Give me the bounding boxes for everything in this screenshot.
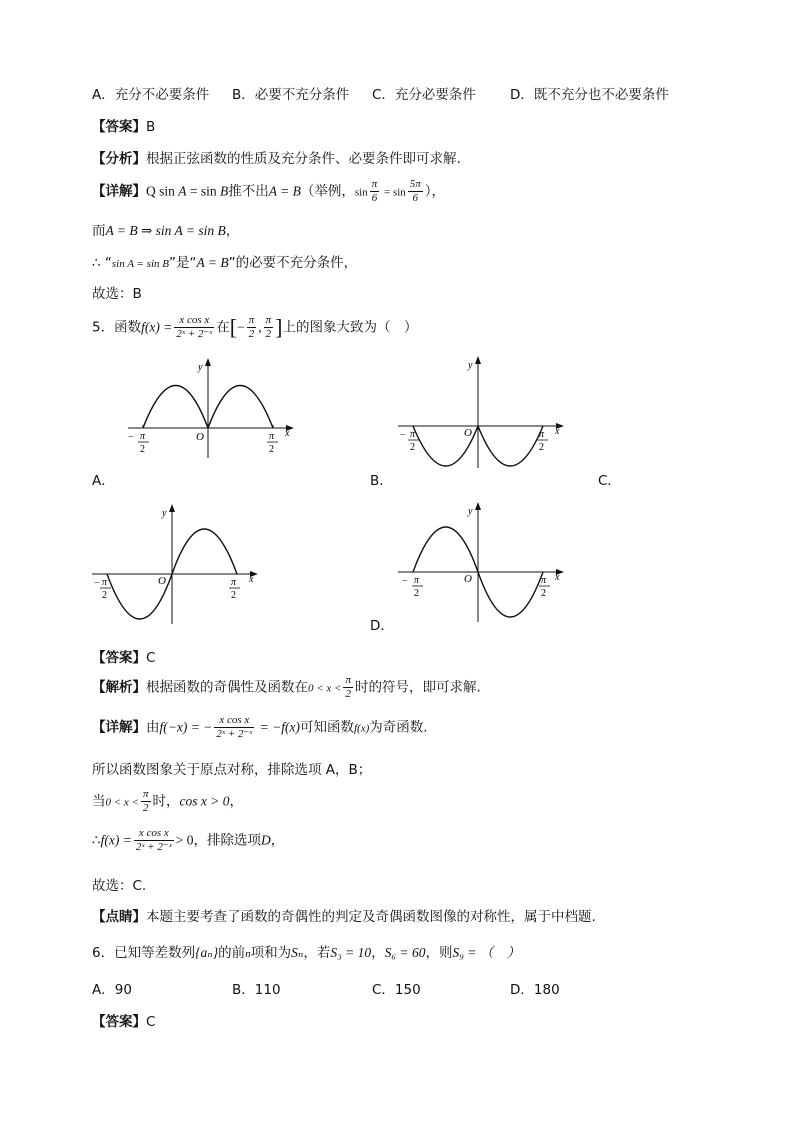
y-axis-arrow-icon (169, 504, 175, 512)
q5-stem (92, 314, 417, 341)
math-var: D (261, 832, 271, 848)
q5-detail-line3 (92, 788, 243, 815)
x-label: x (555, 426, 560, 437)
tick-label: 2 (410, 442, 415, 453)
detail-text: 推不出 (228, 183, 269, 200)
analysis-text: 时的符号，即可求解. (355, 679, 481, 696)
y-axis-arrow-icon (475, 502, 481, 510)
math-var: A (178, 183, 187, 199)
fraction (134, 827, 174, 854)
denominator: 2ˣ + 2⁻ˣ (216, 728, 253, 740)
denominator: 2 (248, 328, 255, 340)
analysis-text: 根据正弦函数的性质及充分条件、必要条件即可求解. (146, 151, 461, 167)
stem-text: 的前 (218, 945, 246, 961)
answer-value: C (146, 1014, 156, 1030)
tick-label: π (102, 577, 108, 588)
math-var: B (220, 183, 229, 199)
graph-d (398, 502, 568, 622)
analysis-tag: 【解析】 (92, 679, 146, 696)
q4-option-a: A．充分不必要条件 (92, 87, 210, 103)
stem-text: 在 (216, 319, 230, 336)
q6-option-c: C．150 (372, 982, 421, 998)
tick-label: π (541, 575, 547, 586)
tick-label: 2 (102, 590, 107, 601)
math-expr: f(x) (354, 722, 370, 735)
q5-detail-line2: 所以函数图象关于原点对称，排除选项 A，B； (92, 762, 372, 778)
denominator: 2 (265, 328, 272, 340)
fraction (343, 674, 353, 701)
detail-text: ， (229, 793, 243, 810)
math-expr: A = B (268, 183, 301, 199)
stem-text: 5．函数 (92, 319, 142, 336)
tick-label: π (539, 429, 545, 440)
math-expr: f(x) = (100, 832, 132, 848)
math-expr: {aₙ} (195, 945, 219, 960)
q5-comment (92, 905, 596, 925)
detail-text: ， (270, 832, 285, 849)
detail-text: （举例， (300, 183, 355, 200)
q4-analysis (92, 147, 461, 167)
stem-text: 上的图象大致为（ ） (282, 319, 418, 336)
minus-label: − (94, 578, 100, 589)
q5-detail-line4 (92, 827, 284, 854)
q4-option-b: B．必要不充分条件 (232, 87, 350, 103)
numerator: π (371, 178, 378, 190)
numerator: x cos x (134, 827, 174, 841)
fraction (247, 314, 257, 341)
graph-a (128, 358, 298, 458)
comment-tag: 【点睛】 (92, 909, 146, 925)
y-label: y (198, 362, 203, 373)
denominator: 2ˣ + 2⁻ˣ (135, 841, 172, 853)
tick-label: π (269, 431, 275, 442)
detail-text: ）， (424, 183, 446, 200)
origin-label: O (196, 431, 204, 443)
y-label: y (468, 360, 473, 371)
q6-option-d: D．180 (510, 982, 560, 998)
detail-text: 由 (146, 719, 160, 736)
math-expr: Sₙ (291, 945, 304, 960)
analysis-tag: 【分析】 (92, 151, 146, 167)
minus-label: − (402, 576, 408, 587)
q5-conclusion: 故选：C. (92, 878, 147, 894)
detail-text: 时， (152, 793, 180, 810)
graph-b (398, 356, 568, 468)
q5-analysis (92, 674, 481, 701)
origin-label: O (158, 575, 166, 587)
detail-text: ”的必要不充分条件， (228, 255, 358, 271)
denominator: 2ˣ + 2⁻ˣ (176, 328, 213, 340)
q6-answer (92, 1010, 155, 1030)
math-expr: 0 < x < (308, 682, 342, 695)
numerator: x cos x (174, 314, 214, 328)
graph-c-label: C． (598, 473, 621, 489)
math-expr: = −f(x) (256, 719, 300, 735)
tick-label: π (231, 577, 237, 588)
tick-label: π (140, 431, 146, 442)
numerator: π (265, 314, 272, 326)
answer-tag: 【答案】 (92, 119, 146, 135)
math-var: n (245, 948, 251, 960)
detail-text: 为奇函数. (369, 719, 428, 736)
math-expr: f(x) = (141, 319, 173, 335)
y-axis-arrow-icon (205, 358, 211, 366)
x-label: x (285, 428, 290, 439)
detail-tag: 【详解】 (92, 719, 146, 736)
fraction (370, 178, 380, 205)
minus-label: − (128, 432, 134, 443)
fraction (408, 178, 423, 205)
tick-label: 2 (140, 444, 145, 455)
graph-b-label: B． (370, 473, 393, 489)
comma: , (258, 319, 262, 335)
graph-c (92, 504, 262, 624)
detail-text: Q sin (146, 183, 179, 199)
answer-value: B (146, 119, 156, 135)
math-expr: > 0 (175, 832, 194, 848)
tick-label: π (410, 429, 416, 440)
math-expr: sin (354, 186, 368, 199)
answer-tag: 【答案】 (92, 650, 146, 666)
math-expr: S₉ = （ ） (452, 945, 521, 960)
q4-answer (92, 115, 155, 135)
detail-text: ，排除选项 (193, 832, 262, 849)
answer-value: C (146, 650, 156, 666)
detail-text: ∴ “ (92, 255, 112, 271)
q6-option-a: A．90 (92, 982, 132, 998)
tick-label: 2 (269, 444, 274, 455)
q5-answer (92, 646, 155, 666)
numerator: x cos x (214, 714, 254, 728)
x-label: x (249, 574, 254, 585)
fraction (264, 314, 274, 341)
detail-text: 当 (92, 793, 106, 810)
stem-text: ， (371, 945, 385, 961)
math-expr: S₃ = 10 (330, 945, 372, 960)
numerator: π (248, 314, 255, 326)
numerator: π (345, 674, 351, 686)
fraction (141, 788, 151, 815)
denominator: 2 (142, 802, 149, 814)
origin-label: O (464, 573, 472, 585)
detail-text: ∴ (92, 832, 101, 849)
x-label: x (555, 572, 560, 583)
q6-stem (92, 941, 520, 961)
stem-text: 6．已知等差数列 (92, 945, 196, 961)
q4-option-c: C．充分必要条件 (372, 87, 476, 103)
tick-label: 2 (231, 590, 236, 601)
stem-text: ，则 (425, 945, 453, 961)
stem-text: ，若 (303, 945, 331, 961)
bracket-left: [ (229, 314, 238, 340)
tick-label: 2 (414, 588, 419, 599)
numerator: π (142, 788, 149, 800)
y-axis-arrow-icon (475, 356, 481, 364)
minus-label: − (400, 430, 406, 441)
math-expr: = sin (381, 186, 406, 199)
graph-d-label: D． (370, 618, 394, 634)
y-label: y (162, 508, 167, 519)
math-expr: 0 < x < (105, 796, 139, 809)
tick-label: 2 (541, 588, 546, 599)
detail-text: 而 (92, 223, 106, 239)
math-expr: cos x > 0 (179, 793, 230, 809)
math-expr: f(−x) = − (159, 719, 213, 735)
q5-detail-line1 (92, 714, 428, 741)
origin-label: O (464, 427, 472, 439)
tick-label: 2 (539, 442, 544, 453)
answer-tag: 【答案】 (92, 1014, 146, 1030)
math-expr: S₆ = 60 (384, 945, 426, 960)
detail-tag: 【详解】 (92, 183, 146, 200)
q4-conclusion: 故选：B (92, 286, 142, 302)
q4-detail-line3 (92, 251, 357, 271)
bracket-right: ] (275, 314, 283, 340)
math-expr: sin A = sin B (111, 258, 170, 270)
detail-text: 可知函数 (300, 719, 354, 736)
fraction (174, 314, 214, 341)
denominator: 6 (412, 192, 419, 204)
math-expr: A = B ⇒ sin A = sin B (105, 223, 226, 238)
q6-option-b: B．110 (232, 982, 281, 998)
denominator: 2 (345, 688, 351, 700)
detail-text: ， (225, 223, 240, 239)
detail-text: = sin (186, 183, 221, 199)
stem-text: 项和为 (250, 945, 292, 961)
q4-detail-line1 (92, 178, 445, 205)
graph-a-label: A． (92, 473, 115, 489)
minus: − (237, 319, 245, 335)
detail-text: ”是“ (169, 255, 197, 271)
denominator: 6 (371, 192, 378, 204)
tick-label: π (414, 575, 420, 586)
fraction (214, 714, 254, 741)
y-label: y (468, 506, 473, 517)
numerator: 5π (409, 178, 421, 190)
q4-option-d: D．既不充分也不必要条件 (510, 87, 669, 103)
q4-detail-line2 (92, 219, 239, 239)
math-expr: A = B (196, 255, 229, 270)
comment-text: 本题主要考查了函数的奇偶性的判定及奇偶函数图像的对称性，属于中档题. (146, 909, 596, 925)
analysis-text: 根据函数的奇偶性及函数在 (146, 679, 308, 696)
